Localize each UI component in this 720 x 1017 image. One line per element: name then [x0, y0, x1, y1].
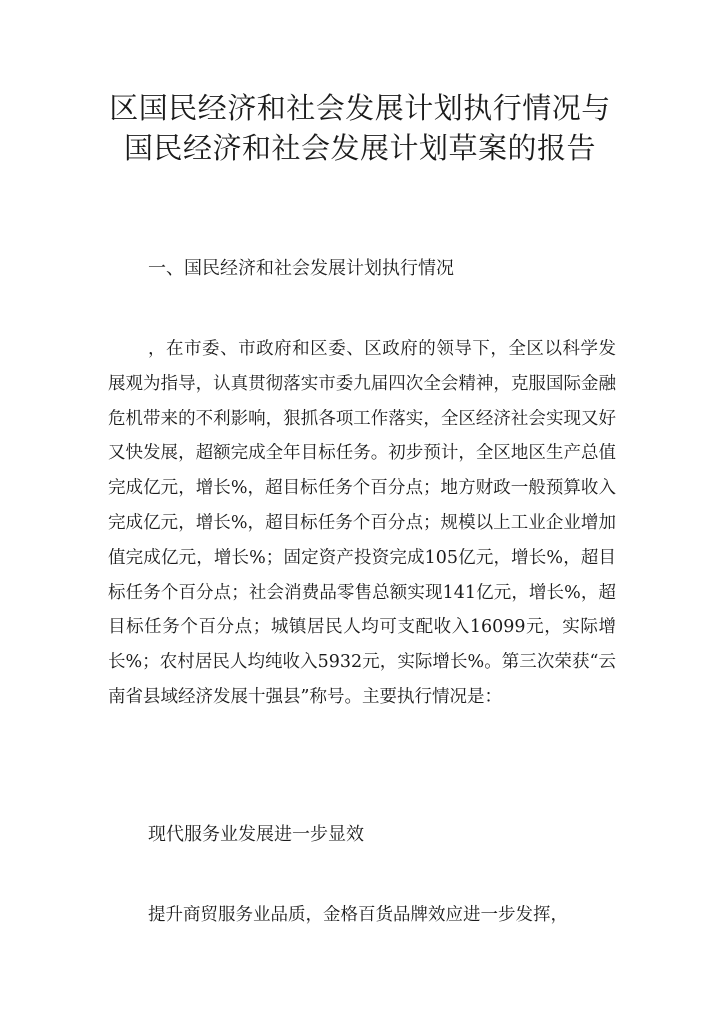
sub-heading: 现代服务业发展进一步显效 — [148, 824, 364, 845]
section-heading: 一、国民经济和社会发展计划执行情况 — [148, 258, 454, 279]
title-line-2: 国民经济和社会发展计划草案的报告 — [123, 131, 596, 165]
sub-paragraph: 提升商贸服务业品质，金格百货品牌效应进一步发挥， — [148, 905, 568, 925]
title-line-1: 区国民经济和社会发展计划执行情况与 — [109, 91, 611, 125]
body-paragraph: ，在市委、市政府和区委、区政府的领导下，全区以科学发展观为指导，认真贯彻落实市委九届四次全会精神，克服国际金融危机带来的不利影响，狠抓各项工作落实，全区经济社会实现又好又快发展，超额完成全年目标任务。初步预计，全区地区生产总值完成亿元，增长%，超目标任务个百分点；地方财政一般预算收入完成亿元，增长%，超目标任务个百分点；规模以上工业企业增加值完成亿元，增长%；固定资产投资完成105亿元，增长%，超目标任务个百分点；社会消费品零售总额实现141亿元，增长%，超目标任务个百分点；城镇居民人均可支配收入16099元，实际增长%；农村居民人均纯收入5932元，实际增长%。第三次荣获“云南省县域经济发展十强县”称号。主要执行情况是： — [108, 339, 616, 707]
document-title — [60, 88, 660, 168]
